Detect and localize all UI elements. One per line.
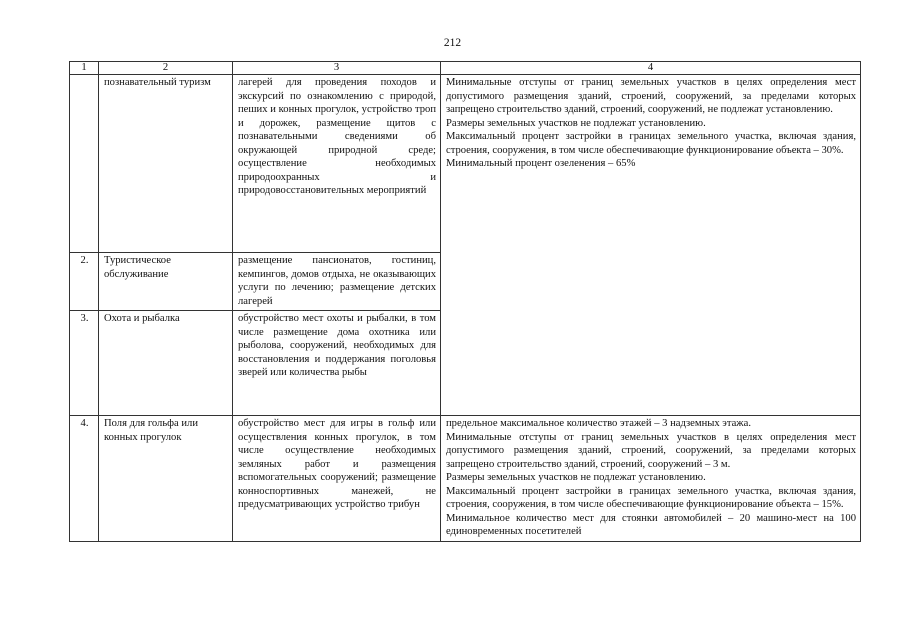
use-description: обустройство мест охоты и рыбалки, в том числе размещение дома охотника или рыболова, сооружений, необходимых для восстановления и поддержания поголовья зверей или количества рыбы bbox=[233, 311, 441, 416]
header-col-1: 1 bbox=[70, 62, 99, 75]
parameter-text: предельное максимальное количество этажей – 3 надземных этажа. bbox=[446, 418, 751, 429]
parameter-text: Размеры земельных участков не подлежат установлению. bbox=[446, 117, 706, 129]
use-description: лагерей для проведения походов и экскурсий по ознакомлению с природой, пеших и конных прогулок, устройство троп и дорожек, размещение щитов с познавательными сведениями об окружающей природной среде; осуществление необходимых природоохранных и природовосстановительных мероприятий bbox=[233, 75, 441, 253]
parameter-text: Минимальные отступы от границ земельных участков в целях определения мест допустимого размещения зданий, строений, сооружений, за пределами которых запрещено строительство зданий, строений, сооружений – 3 м. bbox=[446, 431, 856, 470]
header-col-2: 2 bbox=[99, 62, 233, 75]
table-row bbox=[70, 416, 861, 542]
use-name: Туристическое обслуживание bbox=[99, 253, 233, 311]
table-row bbox=[70, 75, 861, 253]
row-number: 3. bbox=[70, 311, 99, 416]
parameters-cell bbox=[441, 75, 861, 416]
parameters-cell bbox=[441, 416, 861, 542]
parameter-text: Минимальное количество мест для стоянки автомобилей – 20 машино-мест на 100 единовременных посетителей bbox=[446, 512, 856, 537]
use-name: Поля для гольфа или конных прогулок bbox=[99, 416, 233, 542]
row-number bbox=[70, 75, 99, 253]
header-col-4: 4 bbox=[441, 62, 861, 75]
parameter-text: Минимальный процент озеленения – 65% bbox=[446, 158, 636, 169]
parameter-text: Максимальный процент застройки в границах земельного участка, включая здания, строения, сооружения, в том числе обеспечивающие функционирование объекта – 15%. bbox=[446, 485, 856, 510]
use-name: познавательный туризм bbox=[99, 75, 233, 253]
parameter-text: Максимальный процент застройки в границах земельного участка, включая здания, строения, сооружения, в том числе обеспечивающие функционирование объекта – 30%. bbox=[446, 131, 856, 156]
page-number: 212 bbox=[443, 37, 462, 49]
use-name: Охота и рыбалка bbox=[99, 311, 233, 416]
header-col-3: 3 bbox=[233, 62, 441, 75]
use-description: размещение пансионатов, гостиниц, кемпингов, домов отдыха, не оказывающих услуги по лечению; размещение детских лагерей bbox=[233, 253, 441, 311]
parameter-text: Размеры земельных участков не подлежат установлению. bbox=[446, 472, 706, 483]
row-number: 4. bbox=[70, 416, 99, 542]
use-description: обустройство мест для игры в гольф или осуществления конных прогулок, в том числе осуществление необходимых земляных работ и размещения вспомогательных сооружений; размещение конноспортивных манежей, не предусматривающих устройство трибун bbox=[233, 416, 441, 542]
land-use-table bbox=[69, 61, 861, 542]
header-row bbox=[70, 62, 861, 75]
parameter-text: Минимальные отступы от границ земельных участков в целях определения мест допустимого размещения зданий, строений, сооружений, за пределами которых запрещено строительство зданий, строений, сооружений, не подлежат установлению. bbox=[446, 77, 856, 115]
row-number: 2. bbox=[70, 253, 99, 311]
